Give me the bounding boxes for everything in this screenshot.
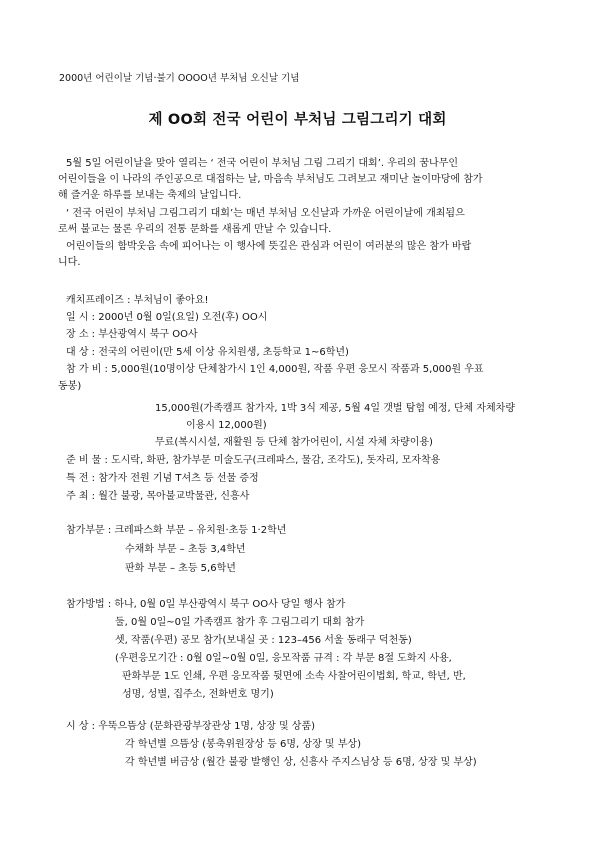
intro-line: 로써 불교는 물론 우리의 전통 문화를 새롭게 만날 수 있습니다. (58, 224, 332, 235)
method-line: 둘, 0월 0일~0일 가족캠프 참가 후 그림그리기 대회 참가 (115, 617, 365, 628)
intro-line: 어린이들의 함박웃음 속에 피어나는 이 행사에 뜻깊은 관심과 어린이 여러분의 많은 참가 바랍 (66, 241, 472, 252)
fee-line: 참 가 비 : 5,000원(10명이상 단체참가시 1인 4,000원, 작품 우편 응모시 작품과 5,000원 우표 (66, 364, 484, 375)
division-line: 참가부문 : 크레파스화 부문 – 유치원·초등 1·2학년 (66, 525, 287, 536)
benefit-line: 특 전 : 참가자 전원 기념 T셔츠 등 선물 증정 (66, 473, 259, 484)
family-camp-fee-line: 15,000원(가족캠프 참가자, 1박 3식 제공, 5월 4일 갯벌 탐험 예정, 단체 자체차량 (155, 403, 516, 414)
catchphrase-line: 캐치프레이즈 : 부처님이 좋아요! (66, 295, 209, 306)
family-camp-fee-line-continued: 이용시 12,000원) (186, 420, 267, 431)
fee-line-continued: 동봉) (58, 381, 82, 392)
division-line: 수채화 부문 – 초등 3,4학년 (125, 544, 246, 555)
method-line: (우편응모기간 : 0월 0일~0월 0일, 응모작품 규격 : 각 부문 8절 도화지 사용, (115, 653, 452, 664)
division-line: 판화 부문 – 초등 5,6학년 (125, 563, 236, 574)
host-line: 주 최 : 월간 불광, 목아불교박물관, 신흥사 (66, 491, 250, 502)
date-line: 일 시 : 2000년 0월 0일(요일) 오전(후) OO시 (66, 312, 268, 323)
method-line: 판화부문 1도 인쇄, 우편 응모작품 뒷면에 소속 사찰어린이법회, 학교, 학년, 반, (122, 671, 466, 682)
free-entry-line: 무료(복시시설, 재활원 등 단체 참가어린이, 시설 자체 차량이용) (155, 437, 433, 448)
method-line: 성명, 성별, 집주소, 전화번호 명기) (122, 689, 274, 700)
intro-line: 어린이들을 이 나라의 주인공으로 대접하는 날, 마음속 부처님도 그려보고 재미난 놀이마당에 참가 (58, 174, 483, 185)
intro-line: 해 즐거운 하루를 보내는 축제의 날입니다. (58, 190, 242, 201)
supplies-line: 준 비 물 : 도시락, 화판, 참가부문 미술도구(크레파스, 물감, 조각도), 돗자리, 모자착용 (66, 455, 441, 466)
target-line: 대 상 : 전국의 어린이(만 5세 이상 유치원생, 초등학교 1~6학년) (66, 347, 349, 358)
intro-line: 니다. (58, 257, 81, 268)
intro-line: ‘ 전국 어린이 부처님 그림그리기 대회’는 매년 부처님 오신날과 가까운 어린이날에 개최됨으 (66, 208, 465, 219)
award-line: 각 학년별 으뜸상 (봉축위원장상 등 6명, 상장 및 부상) (125, 739, 361, 750)
method-line: 셋, 작품(우편) 공모 참가(보내실 곳 : 123–456 서울 동래구 덕천동) (115, 635, 412, 646)
intro-line: 5월 5일 어린이날을 맞아 열리는 ‘ 전국 어린이 부처님 그림 그리기 대회’. 우리의 꿈나무인 (66, 158, 459, 169)
location-line: 장 소 : 부산광역시 북구 OO사 (66, 329, 198, 340)
method-line: 참가방법 : 하나, 0월 0일 부산광역시 북구 OO사 당일 행사 참가 (66, 599, 346, 610)
header-line: 2000년 어린이날 기념·불기 OOOO년 부처님 오신날 기념 (59, 73, 300, 84)
award-line: 각 학년별 버금상 (월간 불광 발행인 상, 신흥사 주지스님상 등 6명, 상장 및 부상) (125, 757, 477, 768)
page-title: 제 OO회 전국 어린이 부처님 그림그리기 대회 (148, 112, 447, 128)
award-line: 시 상 : 우뚝으뜸상 (문화관광부장관상 1명, 상장 및 상품) (66, 721, 316, 732)
